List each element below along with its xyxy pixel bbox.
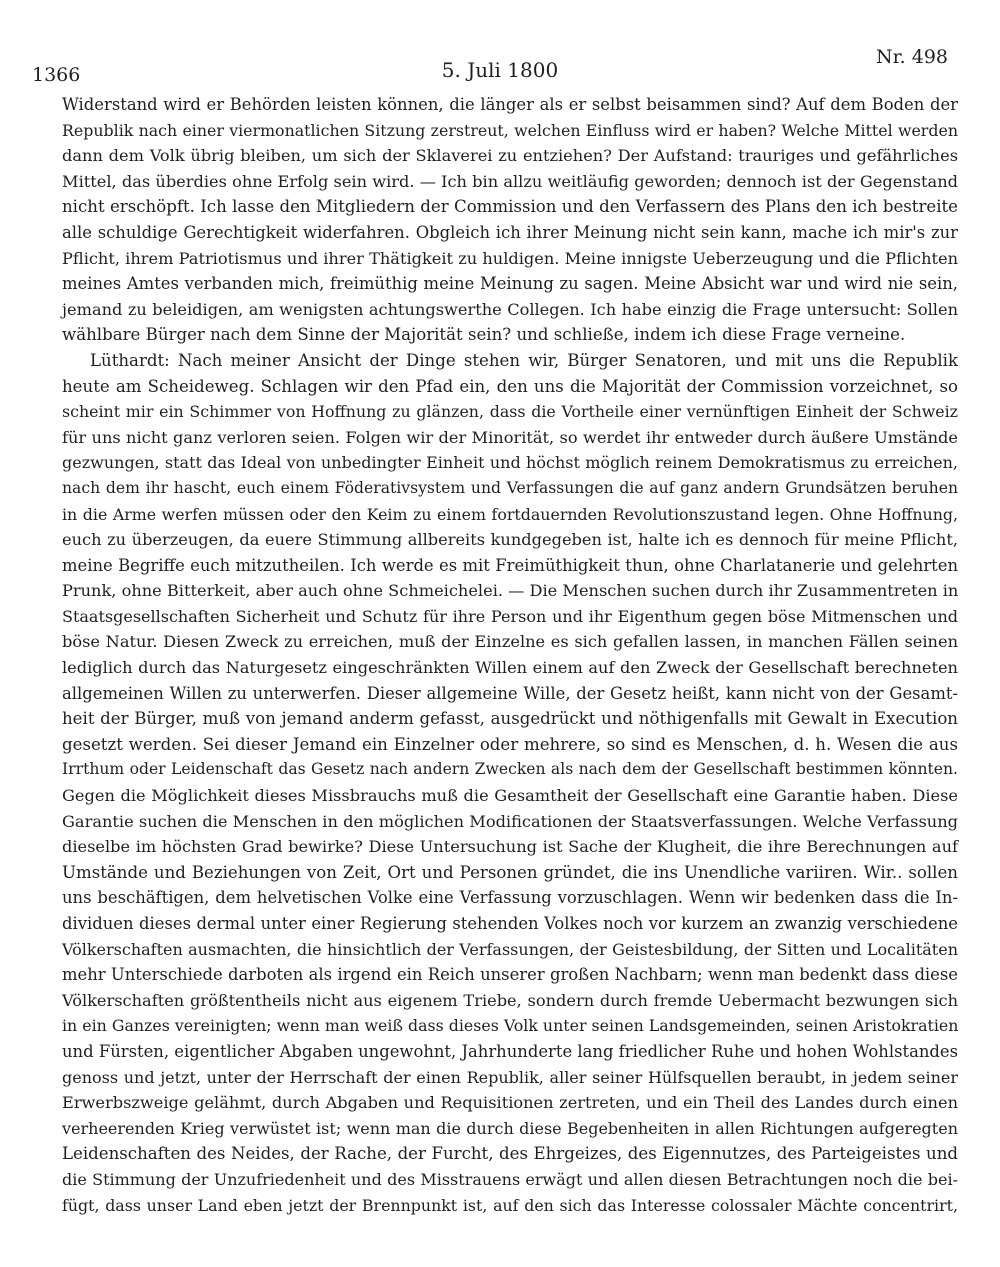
text-line: heit der Bürger, muß von jemand anderm gefasst, ausgedrückt und nöthigenfalls mit Gewalt in Execution (62, 709, 958, 729)
text-line: fügt, dass unser Land eben jetzt der Brennpunkt ist, auf den sich das Interesse colossaler Mächte concentrirt, (62, 1195, 958, 1215)
text-line: Garantie suchen die Menschen in den möglichen Modificationen der Staatsverfassungen. Welche Verfassung (62, 811, 958, 831)
text-line: Leidenschaften des Neides, der Rache, der Furcht, des Ehrgeizes, des Eigennutzes, des Parteigeistes und (62, 1144, 958, 1164)
text-line: die Stimmung der Unzufriedenheit und des Misstrauens erwägt und allen diesen Betrachtungen noch die bei- (62, 1169, 958, 1189)
text-line: Widerstand wird er Behörden leisten können, die länger als er selbst beisammen sind? Auf dem Boden der (62, 95, 958, 114)
page-date: 5. Juli 1800 (441, 58, 559, 82)
text-line: Gegen die Möglichkeit dieses Missbrauchs muß die Gesamtheit der Gesellschaft eine Garantie haben. Diese (62, 786, 958, 806)
text-line: uns beschäftigen, dem helvetischen Volke eine Verfassung vorzuschlagen. Wenn wir bedenken dass die In- (62, 888, 958, 908)
text-line: gezwungen, statt das Ideal von unbedingter Einheit und höchst möglich reinem Demokratismus zu erreichen, (62, 453, 958, 473)
text-line: scheint mir ein Schimmer von Hoffnung zu glänzen, dass die Vortheile einer vernünftigen Einheit der Schweiz (62, 402, 958, 422)
text-line: in die Arme werfen müssen oder den Keim zu einem fortdauernden Revolutionszustand legen. Ohne Hoffnung, (62, 504, 958, 524)
text-line: dividuen dieses dermal unter einer Regierung stehenden Volkes noch vor kurzem an zwanzig verschiedene (62, 914, 958, 933)
text-line: Völkerschaften größtentheils nicht aus eigenem Triebe, sondern durch fremde Uebermacht bezwungen sich (62, 990, 958, 1010)
text-line: allgemeinen Willen zu unterwerfen. Dieser allgemeine Wille, der Gesetz heißt, kann nicht von der Gesamt- (62, 683, 958, 703)
text-line: genoss und jetzt, unter der Herrschaft der einen Republik, aller seiner Hülfsquellen beraubt, in jedem seiner (62, 1067, 958, 1087)
text-line: Staatsgesellschaften Sicherheit und Schutz für ihre Person und ihr Eigenthum gegen böse Mitmenschen und (62, 606, 958, 626)
text-line: Republik nach einer viermonatlichen Sitzung zerstreut, welchen Einfluss wird er haben? Welche Mittel werden (62, 120, 958, 140)
text-line: wählbare Bürger nach dem Sinne der Majorität sein? und schließe, indem ich diese Frage verneine. (62, 325, 906, 345)
text-line: meines Amtes verbanden mich, freimüthig meine Meinung zu sagen. Meine Absicht war und wird nie sein, (62, 274, 958, 294)
text-line: alle schuldige Gerechtigkeit widerfahren. Obgleich ich ihrer Meinung nicht sein kann, mache ich mir's zur (62, 222, 958, 242)
text-line: Pflicht, ihrem Patriotismus und ihrer Thätigkeit zu huldigen. Meine innigste Ueberzeugung und die Pflichten (62, 248, 958, 268)
text-line: lediglich durch das Naturgesetz eingeschränkten Willen einem auf den Zweck der Gesellschaft berechneten (62, 658, 958, 678)
text-line: Lüthardt: Nach meiner Ansicht der Dinge stehen wir, Bürger Senatoren, und mit uns die Republik (90, 350, 958, 370)
text-line: böse Natur. Diesen Zweck zu erreichen, muß der Einzelne es sich gefallen lassen, in manchen Fällen seinen (62, 632, 958, 652)
text-line: dieselbe im höchsten Grad bewirke? Diese Untersuchung ist Sache der Klugheit, die ihre Berechnungen auf (62, 837, 958, 857)
text-line: heute am Scheideweg. Schlagen wir den Pfad ein, den uns die Majorität der Commission vorzeichnet, so (62, 376, 958, 396)
text-line: jemand zu beleidigen, am wenigsten achtungswerthe Collegen. Ich habe einzig die Frage untersucht: Sollen (62, 299, 958, 319)
text-line: Umstände und Beziehungen von Zeit, Ort und Personen gründet, die ins Unendliche variiren. Wir.. sollen (62, 862, 958, 882)
page-number: 1366 (32, 64, 81, 86)
text-line: in ein Ganzes vereinigten; wenn man weiß dass dieses Volk unter seinen Landsgemeinden, seinen Aristokratien (62, 1016, 959, 1036)
text-line: Mittel, das überdies ohne Erfolg sein wird. — Ich bin allzu weitläufig geworden; dennoch ist der Gegenstand (62, 171, 958, 191)
text-line: und Fürsten, eigentlicher Abgaben ungewohnt, Jahrhunderte lang friedlicher Ruhe und hohen Wohlstandes (62, 1041, 958, 1061)
document-number: Nr. 498 (876, 46, 948, 68)
text-line: nicht erschöpft. Ich lasse den Mitgliedern der Commission und den Verfassern des Plans den ich bestreite (62, 197, 958, 217)
text-line: meine Begriffe euch mitzutheilen. Ich werde es mit Freimüthigkeit thun, ohne Charlatanerie und gelehrten (62, 555, 958, 575)
text-line: dann dem Volk übrig bleiben, um sich der Sklaverei zu entziehen? Der Aufstand: trauriges und gefährliches (62, 146, 958, 166)
text-line: Prunk, ohne Bitterkeit, aber auch ohne Schmeichelei. — Die Menschen suchen durch ihr Zusammentreten in (62, 581, 959, 601)
text-line: Erwerbszweige gelähmt, durch Abgaben und Requisitionen zertreten, und ein Theil des Landes durch einen (62, 1093, 958, 1113)
text-line: Irrthum oder Leidenschaft das Gesetz nach andern Zwecken als nach dem der Gesellschaft bestimmen könnten. (62, 760, 958, 779)
body-text (62, 92, 958, 1218)
text-line: für uns nicht ganz verloren seien. Folgen wir der Minorität, so werdet ihr entweder durch äußere Umstände (62, 427, 958, 447)
text-line: Völkerschaften ausmachten, die hinsichtlich der Verfassungen, der Geistesbildung, der Sitten und Localitäten (62, 939, 958, 959)
text-line: mehr Unterschiede darboten als irgend ein Reich unserer großen Nachbarn; wenn man bedenkt dass diese (62, 965, 958, 985)
text-line: gesetzt werden. Sei dieser Jemand ein Einzelner oder mehrere, so sind es Menschen, d. h. Wesen die aus (62, 734, 958, 754)
text-line: verheerenden Krieg verwüstet ist; wenn man die durch diese Begebenheiten in allen Richtungen aufgeregten (62, 1118, 958, 1138)
text-line: nach dem ihr hascht, euch einem Föderativsystem und Verfassungen die auf ganz andern Grundsätzen beruhen (62, 478, 958, 497)
text-line: euch zu überzeugen, da euere Stimmung allbereits kundgegeben ist, halte ich es dennoch für meine Pflicht, (62, 530, 958, 550)
